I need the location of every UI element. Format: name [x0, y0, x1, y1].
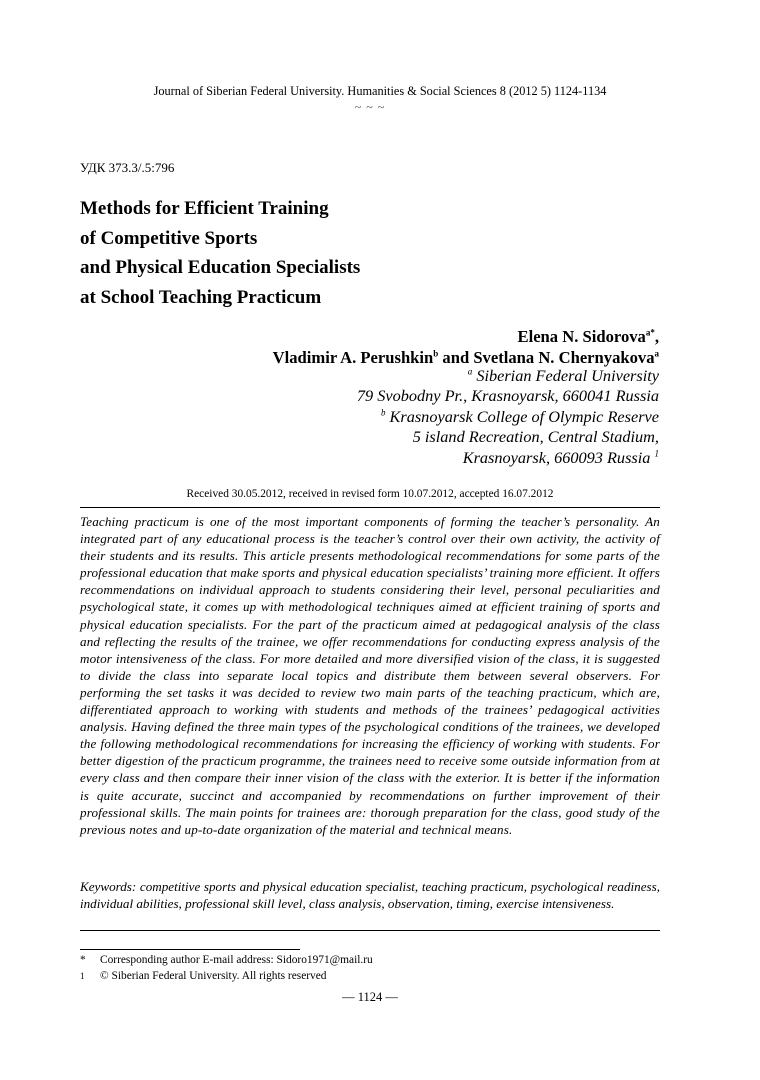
journal-header: Journal of Siberian Federal University. Humanities & Social Sciences 8 (2012 5) 1124-1134 [153, 84, 607, 98]
affiliation-a-name [357, 366, 659, 386]
author-sup: b [433, 348, 439, 359]
author-connector: and [438, 348, 474, 367]
affiliation-sup: a [467, 366, 473, 377]
title-line: Methods for Efficient Training [80, 198, 329, 219]
affiliation-b-address-1: 5 island Recreation, Central Stadium, [412, 427, 659, 447]
top-divider [80, 507, 660, 508]
affiliation-text: Krasnoyarsk, 660093 Russia [462, 447, 655, 467]
footnote [80, 969, 373, 985]
title-line: of Competitive Sports [80, 227, 258, 249]
paper-title [80, 194, 360, 312]
footnote [80, 953, 373, 969]
author-name: Svetlana N. Chernyakova [473, 348, 655, 367]
author-name: Elena N. Sidorova [517, 327, 646, 346]
affiliation-sup: 1 [654, 448, 659, 459]
author-sup: a* [645, 327, 655, 338]
footnote-text: Corresponding author E-mail address: Sidoro1971@mail.ru [100, 954, 373, 966]
affiliation-a-address: 79 Svobodny Pr., Krasnoyarsk, 660041 Russia [356, 386, 659, 406]
keywords: Keywords: competitive sports and physical education specialist, teaching practicum, psychological readiness, individual abilities, professional skill level, class analysis, observation, timing, exercise intensiveness. [80, 879, 660, 912]
page-number: — 1124 — [342, 990, 398, 1004]
author-sup: a [654, 348, 659, 359]
author-name: Vladimir A. Perushkin [272, 348, 434, 367]
footnote-rule [80, 949, 300, 950]
footnotes [80, 953, 373, 984]
authors [273, 326, 659, 368]
udc-code: УДК 373.3/.5:796 [80, 160, 175, 175]
title-line: and Physical Education Specialists [80, 257, 361, 278]
affiliation-sup: b [380, 407, 386, 418]
received-dates: Received 30.05.2012, received in revised form 10.07.2012, accepted 16.07.2012 [186, 488, 554, 500]
affiliation-b-address-2 [357, 448, 659, 468]
affiliation-text: Krasnoyarsk College of Olympic Reserve [385, 406, 659, 426]
affiliations [357, 366, 659, 468]
affiliation-b-name [357, 407, 659, 427]
footnote-text: © Siberian Federal University. All rights reserved [100, 969, 327, 982]
author-separator: , [654, 327, 659, 346]
header-ornament: ~ ~ ~ [354, 100, 386, 114]
bottom-divider [80, 930, 660, 931]
title-line: at School Teaching Practicum [80, 286, 322, 308]
footnote-mark: 1 [80, 970, 85, 981]
footnote-mark: * [80, 954, 86, 966]
affiliation-text: Siberian Federal University [472, 366, 659, 385]
author-line-1 [273, 326, 659, 347]
author-line-2 [273, 347, 659, 368]
abstract: Teaching practicum is one of the most important components of forming the teacher’s personality. An integrated part of any educational process is the teacher’s control over their own activity, the activity of their students and its results. This article presents methodological recommendations for some parts of the professional education that make sports and physical education specialists’ training more efficient. It offers recommendations on individual approach to students considering their level, personal peculiarities and psychological state, it comes up with methodological techniques aimed at efficient training of sports and physical education specialists. For the part of the practicum aimed at pedagogical analysis of the class and reflecting the results of the trainee, we offer recommendations for conducting express analysis of the motor intensiveness of the class. For more detailed and more diversified vision of the class, it is suggested to divide the class into separate local topics and distribute them between several observers. For performing the set tasks it was decided to review two main parts of the teaching practicum, which are, differentiated approach to working with students and methods of the trainees’ pedagogical activities analysis. Having defined the three main types of the psychological conditions of the trainees, we developed the following methodological recommendations for increasing the efficiency of working with students. For better digestion of the practicum programme, the trainees need to receive some outside information from at every class and then compare their inner vision of the class with the exterior. It is better if the information is quite accurate, succinct and accompanied by recommendations on further improvement of their professional skills. The main points for trainees are: thorough preparation for the class, good study of the previous notes and up-to-date organization of the material and technical means. [80, 514, 660, 837]
